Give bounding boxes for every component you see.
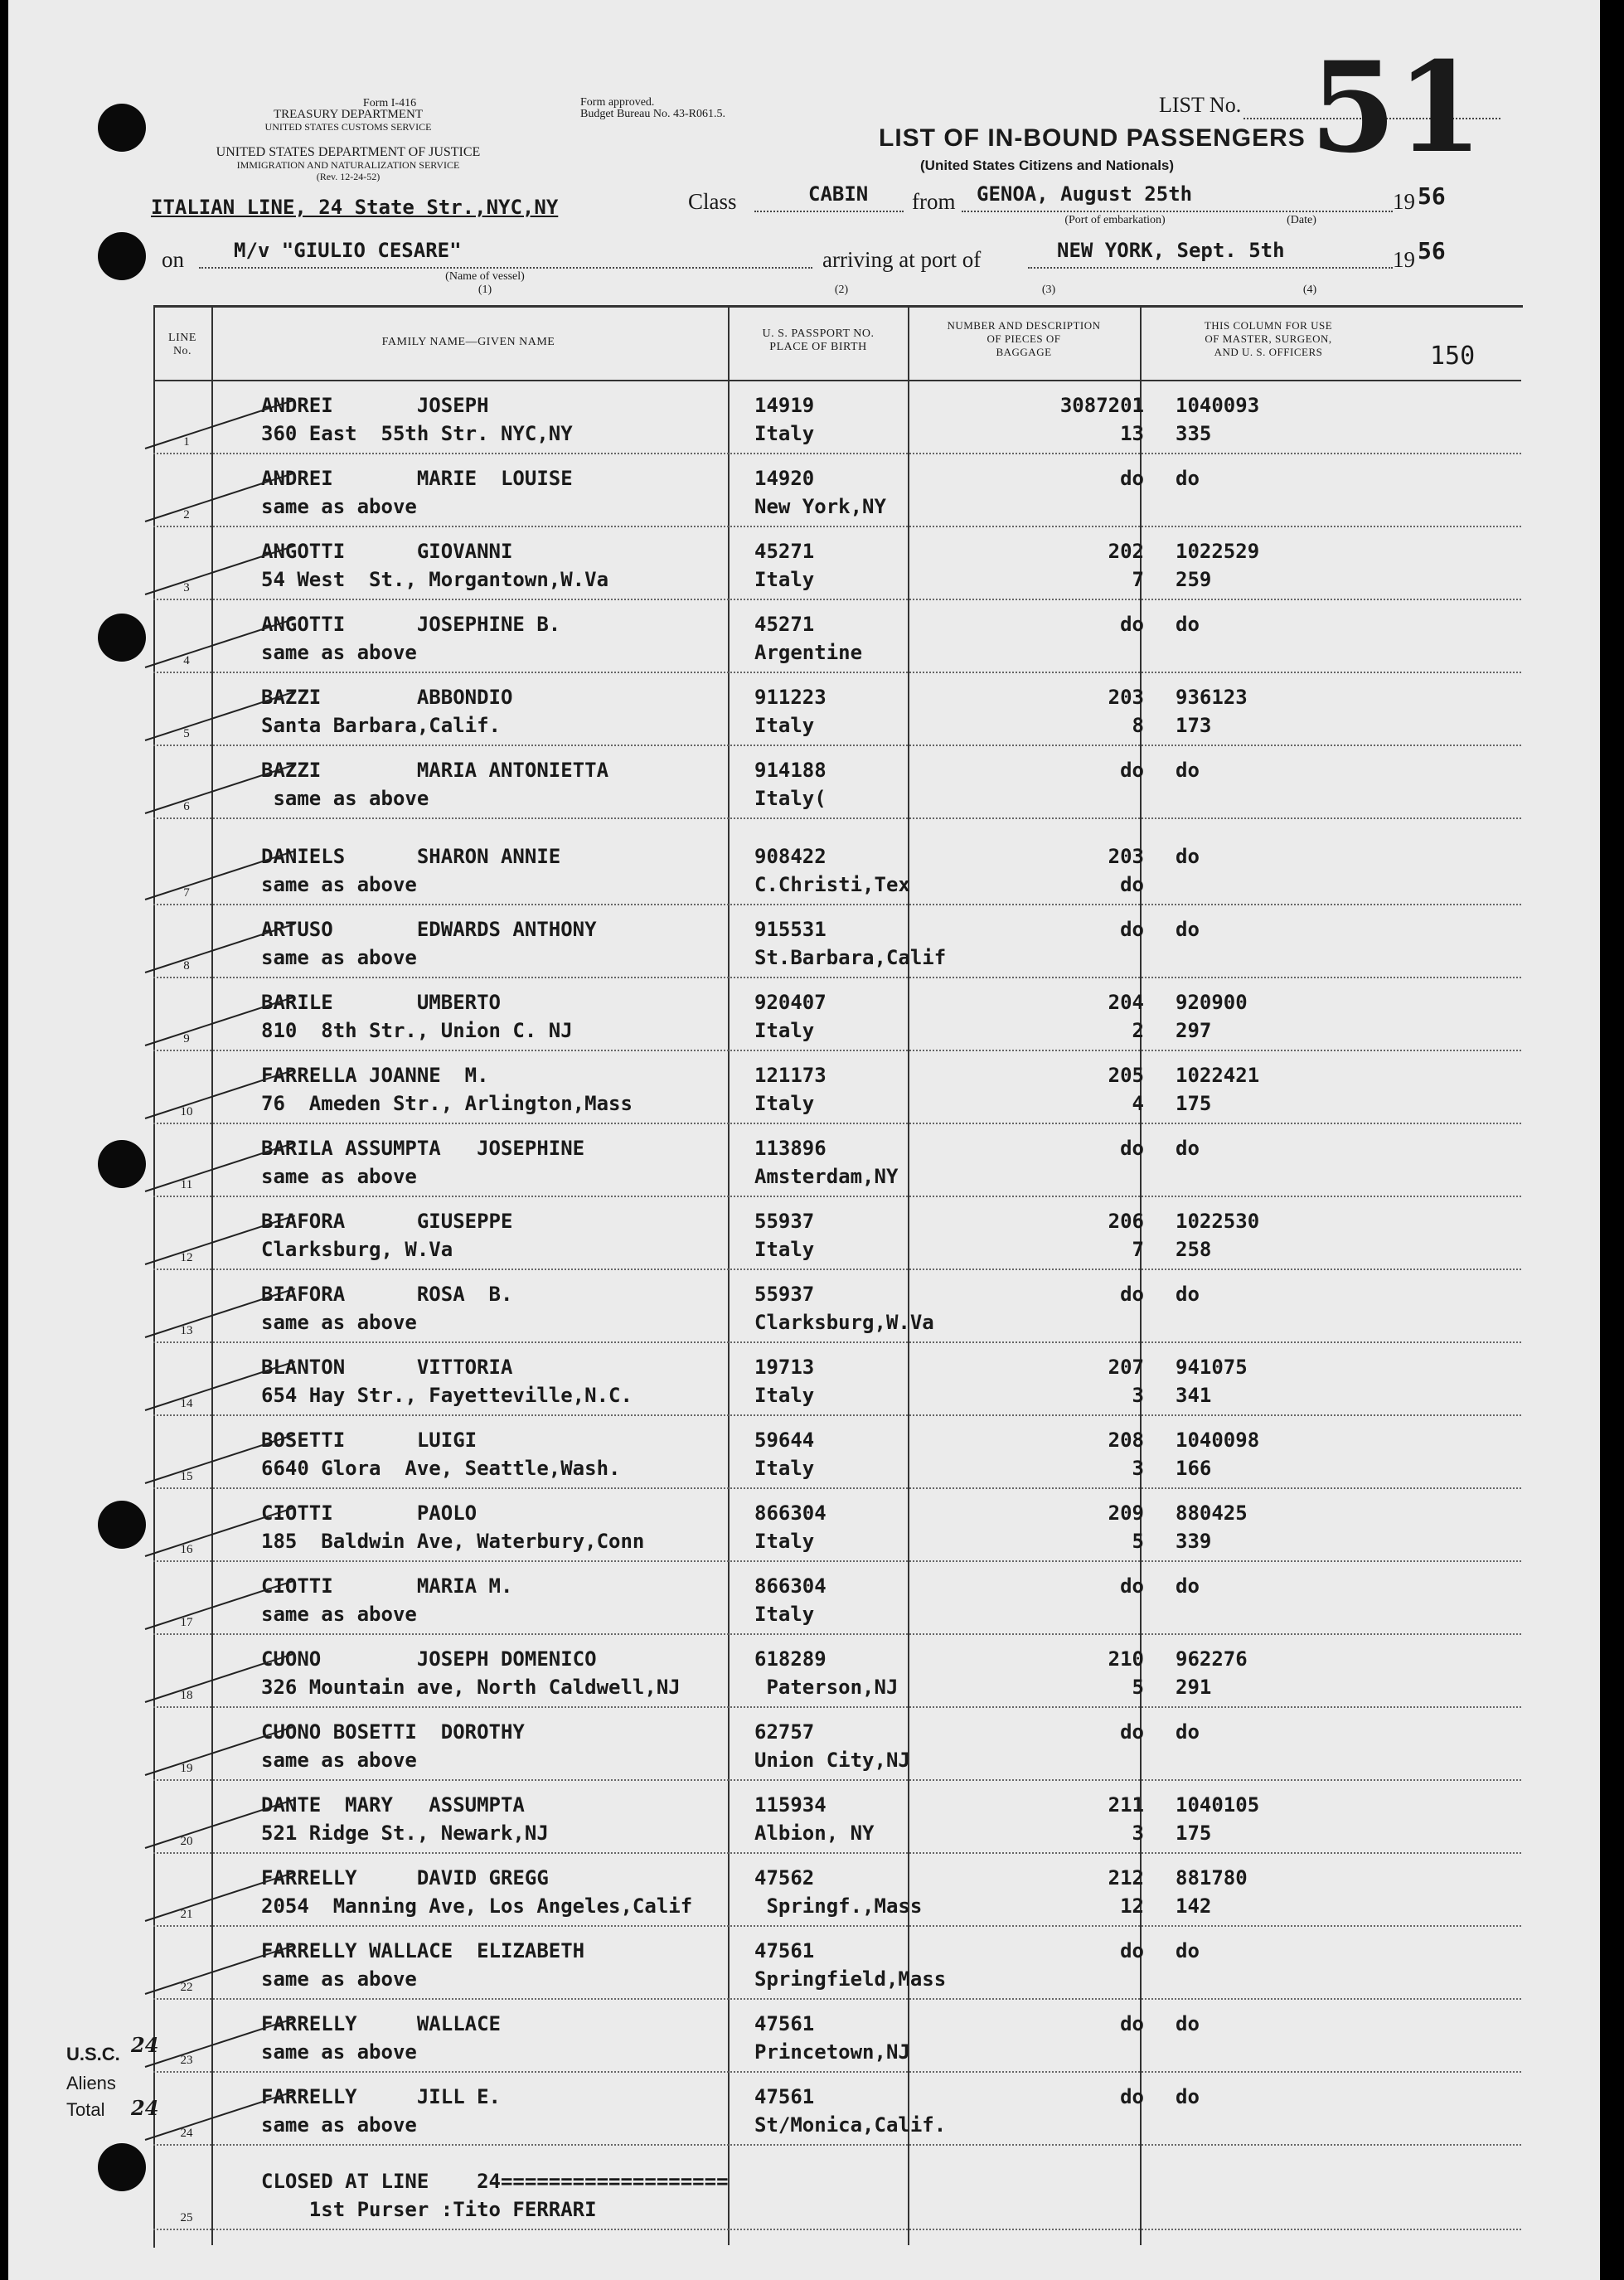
shipping-line: ITALIAN LINE, 24 State Str.,NYC,NY xyxy=(151,196,559,219)
officer-code: 173 xyxy=(1176,714,1212,737)
total-value: 24 xyxy=(131,2096,159,2120)
revision: (Rev. 12-24-52) xyxy=(316,171,381,182)
place-of-birth: Italy xyxy=(754,1603,815,1626)
place-of-birth: Union City,NJ xyxy=(754,1749,910,1772)
table-row xyxy=(153,819,1521,905)
passenger-name: BARILA ASSUMPTA JOSEPHINE xyxy=(261,1137,585,1160)
passport-number: 14919 xyxy=(754,394,815,417)
vessel-underline xyxy=(199,267,812,269)
table-row xyxy=(153,1781,1521,1854)
baggage-pieces: do xyxy=(1120,873,1144,896)
officer-number: do xyxy=(1176,1137,1200,1160)
baggage-number: 212 xyxy=(1108,1866,1144,1889)
line-number: 5 xyxy=(183,727,190,740)
table-row xyxy=(153,905,1521,978)
baggage-number: 205 xyxy=(1108,1064,1144,1087)
passenger-name: CUONO BOSETTI DOROTHY xyxy=(261,1720,525,1744)
line-number: 6 xyxy=(183,800,190,813)
col-caption-2: (2) xyxy=(834,284,849,296)
place-of-birth: St.Barbara,Calif xyxy=(754,946,947,969)
year-prefix-2: 19 xyxy=(1393,247,1415,272)
passenger-name: DANIELS SHARON ANNIE xyxy=(261,845,561,868)
passenger-name: BIAFORA GIUSEPPE xyxy=(261,1210,513,1233)
officer-code: 166 xyxy=(1176,1457,1212,1480)
officer-number: 1040105 xyxy=(1176,1793,1260,1817)
place-of-birth: Italy xyxy=(754,1384,815,1407)
baggage-pieces: 3 xyxy=(1132,1384,1144,1407)
passenger-name: CIOTTI MARIA M. xyxy=(261,1574,513,1598)
passport-number: 866304 xyxy=(754,1574,827,1598)
line-number: 23 xyxy=(180,2054,193,2067)
baggage-number: do xyxy=(1120,467,1144,490)
place-of-birth: Italy xyxy=(754,568,815,591)
officer-number: 1022529 xyxy=(1176,540,1260,563)
form-approved: Form approved. xyxy=(580,96,655,109)
line-number: 18 xyxy=(180,1689,193,1702)
officer-number: 881780 xyxy=(1176,1866,1248,1889)
line-number: 12 xyxy=(180,1251,193,1264)
line-number: 9 xyxy=(183,1032,190,1045)
passport-number: 908422 xyxy=(754,845,827,868)
usc-label: U.S.C. xyxy=(66,2044,120,2064)
baggage-number: 209 xyxy=(1108,1501,1144,1525)
place-of-birth: Italy xyxy=(754,714,815,737)
officer-number: do xyxy=(1176,845,1200,868)
table-row xyxy=(153,1927,1521,2000)
date-caption: (Date) xyxy=(1287,214,1316,226)
passenger-address: 810 8th Str., Union C. NJ xyxy=(261,1019,573,1042)
col-caption-1: (1) xyxy=(478,284,492,296)
baggage-number: 3087201 xyxy=(1059,394,1144,417)
baggage-pieces: 3 xyxy=(1132,1822,1144,1845)
on-label: on xyxy=(162,247,184,272)
table-row xyxy=(153,1197,1521,1270)
passport-number: 113896 xyxy=(754,1137,827,1160)
officer-number: do xyxy=(1176,1283,1200,1306)
baggage-number: do xyxy=(1120,613,1144,636)
table-row xyxy=(153,1854,1521,1927)
col-header-line: LINE No. xyxy=(168,332,196,357)
line-number: 22 xyxy=(180,1981,193,1994)
officer-number: do xyxy=(1176,2012,1200,2035)
baggage-number: do xyxy=(1120,918,1144,941)
passenger-address: 54 West St., Morgantown,W.Va xyxy=(261,568,609,591)
officer-number: 920900 xyxy=(1176,991,1248,1014)
passenger-address: 1st Purser :Tito FERRARI xyxy=(261,2198,597,2221)
list-no-label: LIST No. xyxy=(1159,93,1242,117)
table-row xyxy=(153,2000,1521,2073)
customs-service: UNITED STATES CUSTOMS SERVICE xyxy=(264,121,432,133)
baggage-pieces: 13 xyxy=(1120,422,1144,445)
passenger-name: ANDREI MARIE LOUISE xyxy=(261,467,573,490)
passport-number: 45271 xyxy=(754,540,815,563)
table-row xyxy=(153,381,1521,454)
officer-code: 291 xyxy=(1176,1676,1212,1699)
passenger-address: 6640 Glora Ave, Seattle,Wash. xyxy=(261,1457,621,1480)
treasury-dept: TREASURY DEPARTMENT xyxy=(273,108,424,121)
baggage-number: 208 xyxy=(1108,1429,1144,1452)
officer-code: 175 xyxy=(1176,1822,1212,1845)
passenger-address: same as above xyxy=(261,495,417,518)
line-number: 24 xyxy=(180,2127,193,2140)
baggage-number: 204 xyxy=(1108,991,1144,1014)
col-caption-3: (3) xyxy=(1041,284,1056,296)
passenger-name: BAZZI ABBONDIO xyxy=(261,686,513,709)
passenger-name: FARRELLY WALLACE xyxy=(261,2012,501,2035)
list-no-value: 51 xyxy=(1310,35,1483,181)
vessel-caption: (Name of vessel) xyxy=(445,270,525,283)
baggage-pieces: 7 xyxy=(1132,568,1144,591)
line-number: 10 xyxy=(180,1105,193,1118)
arriving-underline xyxy=(1028,267,1393,269)
passenger-address: same as above xyxy=(261,946,417,969)
passenger-name: BLANTON VITTORIA xyxy=(261,1356,513,1379)
line-number: 17 xyxy=(180,1616,193,1629)
passport-number: 59644 xyxy=(754,1429,815,1452)
punch-hole xyxy=(98,232,146,280)
passenger-address: 521 Ridge St., Newark,NJ xyxy=(261,1822,549,1845)
baggage-pieces: 5 xyxy=(1132,1676,1144,1699)
punch-hole xyxy=(98,1501,146,1549)
place-of-birth: Springf.,Mass xyxy=(754,1894,923,1918)
officer-number: 1040098 xyxy=(1176,1429,1260,1452)
baggage-number: do xyxy=(1120,2085,1144,2108)
line-number: 16 xyxy=(180,1543,193,1556)
officer-code: 297 xyxy=(1176,1019,1212,1042)
place-of-birth: Italy xyxy=(754,1238,815,1261)
page-subtitle: (United States Citizens and Nationals) xyxy=(920,158,1175,173)
officer-number: 1022530 xyxy=(1176,1210,1260,1233)
officer-number: do xyxy=(1176,467,1200,490)
passport-number: 47561 xyxy=(754,1939,815,1962)
officer-code: 341 xyxy=(1176,1384,1212,1407)
from-underline xyxy=(962,211,1393,212)
line-number: 11 xyxy=(180,1178,193,1191)
officer-number: do xyxy=(1176,2085,1200,2108)
line-number: 19 xyxy=(180,1762,193,1775)
passenger-name: DANTE MARY ASSUMPTA xyxy=(261,1793,525,1817)
passenger-name: BOSETTI LUIGI xyxy=(261,1429,478,1452)
passenger-name: ARTUSO EDWARDS ANTHONY xyxy=(261,918,597,941)
port-caption: (Port of embarkation) xyxy=(1064,214,1166,226)
place-of-birth: Clarksburg,W.Va xyxy=(754,1311,934,1334)
punch-hole xyxy=(98,1140,146,1188)
passenger-address: same as above xyxy=(261,641,417,664)
place-of-birth: Argentine xyxy=(754,641,863,664)
table-row xyxy=(153,1708,1521,1781)
baggage-number: 203 xyxy=(1108,845,1144,868)
col-header-officers: THIS COLUMN FOR USE OF MASTER, SURGEON, AND U. S. OFFICERS xyxy=(1204,319,1333,358)
class-value: CABIN xyxy=(808,182,869,206)
baggage-number: do xyxy=(1120,1720,1144,1744)
class-label: Class xyxy=(688,189,737,214)
officer-number: 941075 xyxy=(1176,1356,1248,1379)
officer-code: 335 xyxy=(1176,422,1212,445)
passenger-name: ANGOTTI JOSEPHINE B. xyxy=(261,613,561,636)
baggage-number: 210 xyxy=(1108,1647,1144,1671)
passport-number: 47561 xyxy=(754,2012,815,2035)
form-number: Form I-416 xyxy=(362,97,417,109)
table-row xyxy=(153,1343,1521,1416)
passport-number: 62757 xyxy=(754,1720,815,1744)
usc-value: 24 xyxy=(131,2033,159,2057)
from-label: from xyxy=(912,189,956,214)
line-number: 13 xyxy=(180,1324,193,1337)
passenger-address: 185 Baldwin Ave, Waterbury,Conn xyxy=(261,1530,645,1553)
line-number: 3 xyxy=(183,581,190,594)
budget-bureau: Budget Bureau No. 43-R061.5. xyxy=(580,108,725,120)
passenger-address: Clarksburg, W.Va xyxy=(261,1238,453,1261)
baggage-pieces: 3 xyxy=(1132,1457,1144,1480)
arriving-label: arriving at port of xyxy=(822,247,982,272)
table-row xyxy=(153,1270,1521,1343)
punch-hole xyxy=(98,614,146,662)
place-of-birth: Italy xyxy=(754,422,815,445)
baggage-number: 203 xyxy=(1108,686,1144,709)
page-number: 150 xyxy=(1430,342,1476,371)
passport-number: 14920 xyxy=(754,467,815,490)
baggage-number: 206 xyxy=(1108,1210,1144,1233)
punch-hole xyxy=(98,2143,146,2191)
place-of-birth: Albion, NY xyxy=(754,1822,875,1845)
passenger-name: BIAFORA ROSA B. xyxy=(261,1283,513,1306)
officer-number: do xyxy=(1176,918,1200,941)
table-row xyxy=(153,746,1521,819)
passport-number: 618289 xyxy=(754,1647,827,1671)
passenger-name: FARRELLY DAVID GREGG xyxy=(261,1866,549,1889)
officer-number: 880425 xyxy=(1176,1501,1248,1525)
passenger-address: same as above xyxy=(261,1967,417,1991)
passenger-address: 654 Hay Str., Fayetteville,N.C. xyxy=(261,1384,633,1407)
passport-number: 911223 xyxy=(754,686,827,709)
place-of-birth: Paterson,NJ xyxy=(754,1676,899,1699)
passport-number: 115934 xyxy=(754,1793,827,1817)
passport-number: 47562 xyxy=(754,1866,815,1889)
line-number: 4 xyxy=(183,654,190,667)
year-2: 56 xyxy=(1418,237,1446,264)
line-number: 7 xyxy=(183,886,190,900)
passenger-address: same as above xyxy=(261,1749,417,1772)
punch-hole xyxy=(98,104,146,152)
passport-number: 45271 xyxy=(754,613,815,636)
baggage-number: 202 xyxy=(1108,540,1144,563)
officer-code: 142 xyxy=(1176,1894,1212,1918)
officer-code: 175 xyxy=(1176,1092,1212,1115)
aliens-label: Aliens xyxy=(66,2073,116,2093)
arriving-value: NEW YORK, Sept. 5th xyxy=(1057,239,1285,262)
passport-number: 47561 xyxy=(754,2085,815,2108)
passenger-name: FARRELLY JILL E. xyxy=(261,2085,501,2108)
table-row xyxy=(153,2073,1521,2146)
passport-number: 121173 xyxy=(754,1064,827,1087)
manifest-rows xyxy=(153,381,1521,2230)
officer-number: do xyxy=(1176,1939,1200,1962)
table-row xyxy=(153,454,1521,527)
passport-number: 55937 xyxy=(754,1283,815,1306)
place-of-birth: Italy xyxy=(754,1092,815,1115)
officer-code: 259 xyxy=(1176,568,1212,591)
vessel-name: M/v "GIULIO CESARE" xyxy=(234,239,462,262)
col-header-passport: U. S. PASSPORT NO. PLACE OF BIRTH xyxy=(762,327,875,353)
line-number: 15 xyxy=(180,1470,193,1483)
passport-number: 55937 xyxy=(754,1210,815,1233)
passenger-address: same as above xyxy=(261,2040,417,2064)
class-underline xyxy=(754,211,904,212)
passenger-name: CLOSED AT LINE 24=================== xyxy=(261,2170,729,2193)
table-row xyxy=(153,1051,1521,1124)
passenger-name: BARILE UMBERTO xyxy=(261,991,501,1014)
baggage-number: 207 xyxy=(1108,1356,1144,1379)
officer-code: 258 xyxy=(1176,1238,1212,1261)
place-of-birth: Princetown,NJ xyxy=(754,2040,910,2064)
passport-number: 19713 xyxy=(754,1356,815,1379)
line-number: 21 xyxy=(180,1908,193,1921)
baggage-number: do xyxy=(1120,759,1144,782)
passenger-name: FARRELLA JOANNE M. xyxy=(261,1064,489,1087)
passenger-address: same as above xyxy=(261,873,417,896)
baggage-pieces: 2 xyxy=(1132,1019,1144,1042)
officer-number: 1040093 xyxy=(1176,394,1260,417)
page-title: LIST OF IN-BOUND PASSENGERS xyxy=(879,124,1306,152)
baggage-pieces: 12 xyxy=(1120,1894,1144,1918)
table-row xyxy=(153,600,1521,673)
place-of-birth: Italy xyxy=(754,1530,815,1553)
manifest-page xyxy=(8,0,1600,2280)
passenger-address: 326 Mountain ave, North Caldwell,NJ xyxy=(261,1676,681,1699)
officer-number: 1022421 xyxy=(1176,1064,1260,1087)
passenger-address: same as above xyxy=(261,1603,417,1626)
baggage-number: do xyxy=(1120,1283,1144,1306)
officer-number: do xyxy=(1176,1720,1200,1744)
place-of-birth: Italy( xyxy=(754,787,827,810)
ins-service: IMMIGRATION AND NATURALIZATION SERVICE xyxy=(236,159,460,171)
table-row xyxy=(153,978,1521,1051)
passenger-name: CIOTTI PAOLO xyxy=(261,1501,478,1525)
baggage-number: do xyxy=(1120,1137,1144,1160)
line-number: 2 xyxy=(183,508,190,521)
year-prefix-1: 19 xyxy=(1393,189,1415,214)
passenger-address: 2054 Manning Ave, Los Angeles,Calif xyxy=(261,1894,693,1918)
year-1: 56 xyxy=(1418,182,1446,210)
officer-number: 962276 xyxy=(1176,1647,1248,1671)
officer-code: 339 xyxy=(1176,1530,1212,1553)
table-row xyxy=(153,2146,1521,2230)
passenger-address: same as above xyxy=(261,787,429,810)
passenger-address: 360 East 55th Str. NYC,NY xyxy=(261,422,573,445)
officer-number: do xyxy=(1176,759,1200,782)
passenger-name: CUONO JOSEPH DOMENICO xyxy=(261,1647,597,1671)
line-number: 14 xyxy=(180,1397,193,1410)
place-of-birth: St/Monica,Calif. xyxy=(754,2113,947,2137)
place-of-birth: Italy xyxy=(754,1019,815,1042)
col-header-baggage: NUMBER AND DESCRIPTION OF PIECES OF BAGGAGE xyxy=(947,319,1101,358)
passenger-name: ANGOTTI GIOVANNI xyxy=(261,540,513,563)
passport-number: 914188 xyxy=(754,759,827,782)
table-row xyxy=(153,1416,1521,1489)
line-number: 20 xyxy=(180,1835,193,1848)
baggage-pieces: 5 xyxy=(1132,1530,1144,1553)
place-of-birth: C.Christi,Tex xyxy=(754,873,910,896)
col-header-name: FAMILY NAME—GIVEN NAME xyxy=(381,336,555,348)
officer-number: 936123 xyxy=(1176,686,1248,709)
table-row xyxy=(153,1635,1521,1708)
total-label: Total xyxy=(66,2099,105,2120)
passenger-address: Santa Barbara,Calif. xyxy=(261,714,501,737)
baggage-pieces: 4 xyxy=(1132,1092,1144,1115)
passenger-name: BAZZI MARIA ANTONIETTA xyxy=(261,759,609,782)
baggage-number: do xyxy=(1120,1939,1144,1962)
justice-dept: UNITED STATES DEPARTMENT OF JUSTICE xyxy=(216,145,481,159)
passport-number: 915531 xyxy=(754,918,827,941)
table-row xyxy=(153,1489,1521,1562)
place-of-birth: Amsterdam,NY xyxy=(754,1165,899,1188)
table-row xyxy=(153,1124,1521,1197)
passport-number: 920407 xyxy=(754,991,827,1014)
baggage-pieces: 8 xyxy=(1132,714,1144,737)
passenger-name: ANDREI JOSEPH xyxy=(261,394,489,417)
passenger-address: 76 Ameden Str., Arlington,Mass xyxy=(261,1092,633,1115)
line-number: 25 xyxy=(180,2211,193,2224)
place-of-birth: Italy xyxy=(754,1457,815,1480)
officer-number: do xyxy=(1176,1574,1200,1598)
baggage-number: do xyxy=(1120,2012,1144,2035)
passenger-address: same as above xyxy=(261,1165,417,1188)
baggage-pieces: 7 xyxy=(1132,1238,1144,1261)
baggage-number: do xyxy=(1120,1574,1144,1598)
passenger-address: same as above xyxy=(261,2113,417,2137)
place-of-birth: Springfield,Mass xyxy=(754,1967,947,1991)
table-row xyxy=(153,673,1521,746)
col-caption-4: (4) xyxy=(1302,284,1317,296)
line-number: 1 xyxy=(183,435,190,449)
officer-number: do xyxy=(1176,613,1200,636)
passenger-name: FARRELLY WALLACE ELIZABETH xyxy=(261,1939,585,1962)
place-of-birth: New York,NY xyxy=(754,495,886,518)
table-row xyxy=(153,527,1521,600)
line-number: 8 xyxy=(183,959,190,973)
table-row xyxy=(153,1562,1521,1635)
passenger-address: same as above xyxy=(261,1311,417,1334)
from-value: GENOA, August 25th xyxy=(977,182,1193,206)
passport-number: 866304 xyxy=(754,1501,827,1525)
baggage-number: 211 xyxy=(1108,1793,1144,1817)
